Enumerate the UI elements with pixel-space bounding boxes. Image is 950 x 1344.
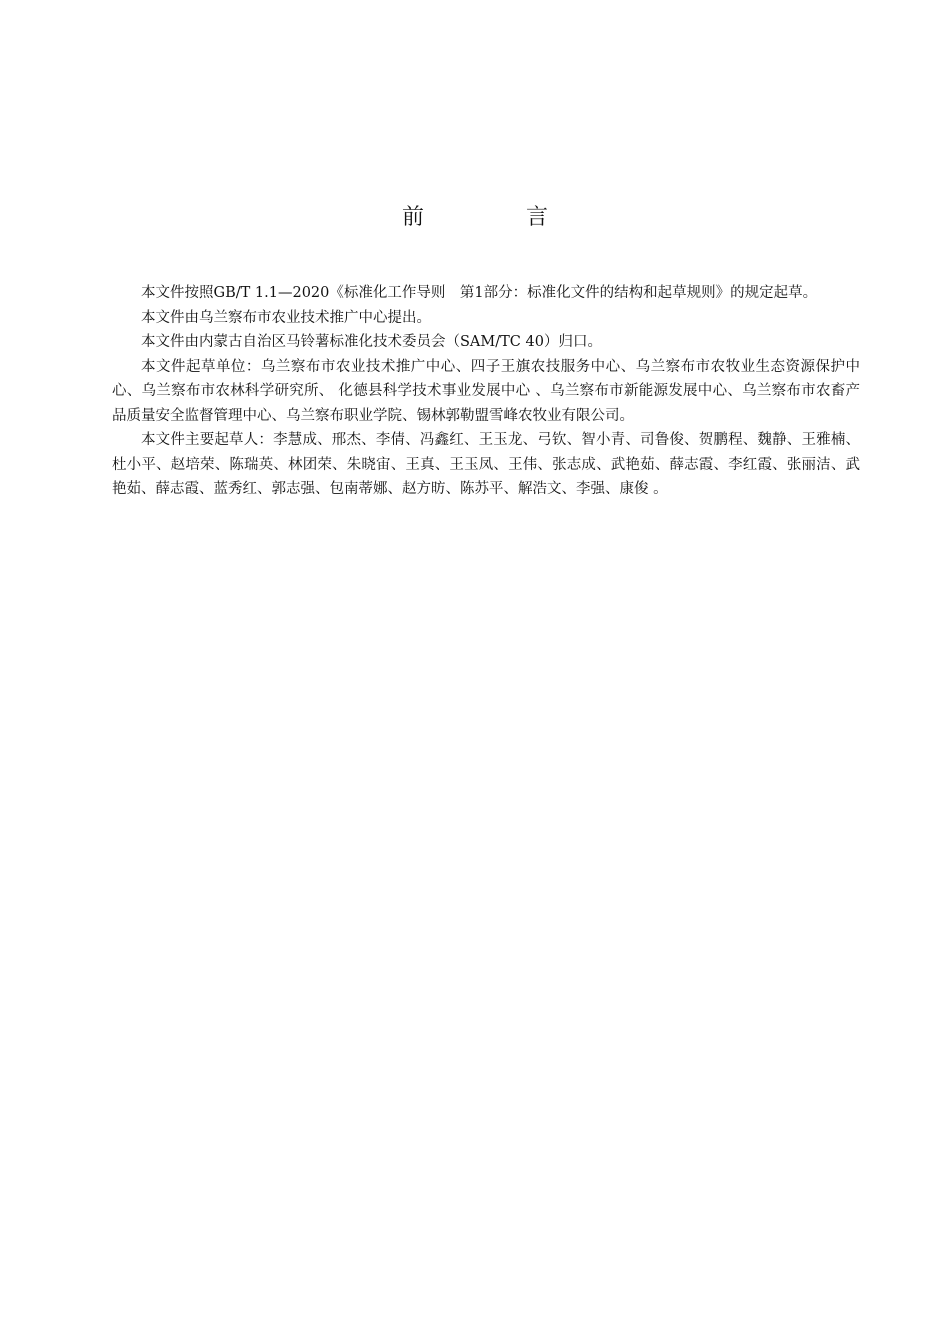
- paragraph-proposer: 本文件由乌兰察布市农业技术推广中心提出。: [141, 309, 431, 326]
- page-title: 前 言: [401, 205, 588, 230]
- paragraph-drafters: 本文件主要起草人：李慧成、邢杰、李倩、冯鑫红、王玉龙、弓钦、智小青、司鲁俊、贺鹏程、魏静、王雅楠、杜小平、赵培荣、陈瑞英、林团荣、朱晓宙、王真、王玉凤、王伟、张志成、武艳茹、薛志霞、李红霞、张丽洁、武艳茹、薛志霞、蓝秀红、郭志强、包南蒂娜、赵方昉、陈苏平、解浩文、李强、康俊 。: [112, 432, 860, 497]
- paragraph-committee: 本文件由内蒙古自治区马铃薯标准化技术委员会（SAM/TC 40）归口。: [141, 334, 602, 350]
- paragraph-drafting-units: 本文件起草单位：乌兰察布市农业技术推广中心、四子王旗农技服务中心、乌兰察布市农牧业生态资源保护中心、乌兰察布市农林科学研究所、 化德县科学技术事业发展中心 、乌兰察布市新能源发展中心、乌兰察布市农畜产品质量安全监督管理中心、乌兰察布职业学院、锡林郭勒盟雪峰农牧业有限公司。: [112, 358, 860, 424]
- foreword-body: [112, 281, 860, 502]
- paragraph-drafting-rules: 本文件按照GB/T 1.1—2020《标准化工作导则 第1部分：标准化文件的结构和起草规则》的规定起草。: [141, 285, 818, 301]
